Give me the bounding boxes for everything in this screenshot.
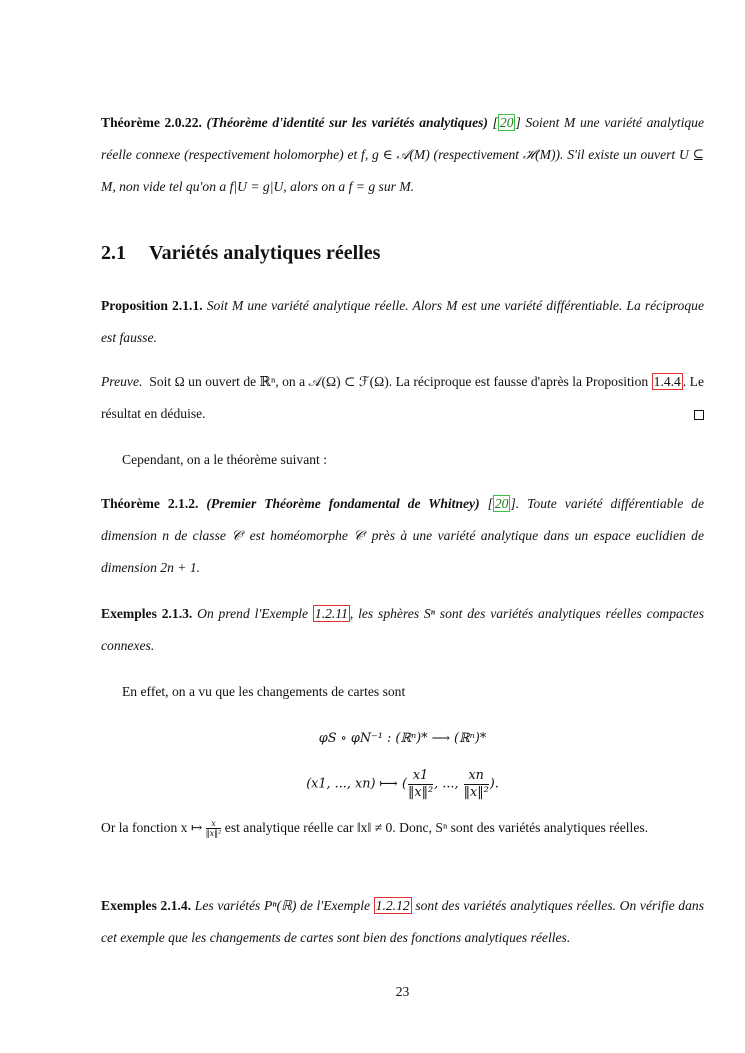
fraction-2-den: ‖x‖² — [463, 785, 489, 800]
example-text-a: Les variétés Pⁿ(ℝ) de l'Exemple — [194, 898, 371, 913]
section-number: 2.1 — [101, 242, 126, 264]
example-text-b: sont des variétés analytiques réelles. On vérifie dans cet exemple que les changements de cartes sont bien des fonctions analytiques réelles. — [101, 898, 704, 945]
theorem-body: Toute variété différentiable de dimension n de classe 𝒞ʳ est homéomorphe 𝒞ʳ près à une variété analytique dans un espace euclidien de dimension 2n + 1. — [101, 496, 705, 575]
fraction-2 — [464, 768, 489, 801]
effect-paragraph — [101, 676, 704, 708]
proposition-2-1-1 — [101, 290, 704, 354]
or-paragraph — [101, 812, 704, 844]
citation-link[interactable]: 20 — [494, 496, 509, 511]
theorem-label: Théorème 2.0.22. — [101, 115, 202, 130]
example-text-a: On prend l'Exemple — [197, 606, 309, 621]
equation-2-lhs: (x1, ..., xn) ⟼ ( — [306, 776, 407, 792]
example-label: Exemples 2.1.4. — [101, 898, 192, 913]
proof — [101, 366, 704, 430]
qed-square-icon — [694, 410, 704, 420]
inline-fraction-num: x — [206, 819, 222, 829]
example-ref-link[interactable]: 1.2.11 — [314, 606, 348, 621]
section-heading — [101, 242, 380, 265]
example-ref-link[interactable]: 1.2.12 — [375, 898, 410, 913]
remark — [101, 444, 704, 476]
theorem-label: Théorème 2.1.2. — [101, 496, 199, 511]
fraction-1-den: ‖x‖² — [407, 785, 434, 800]
citation-link[interactable]: 20 — [499, 115, 514, 130]
equation-mapping — [101, 768, 704, 801]
example-2-1-4 — [101, 890, 704, 954]
inline-fraction — [206, 819, 222, 838]
example-text-b: , les sphères Sⁿ sont des variétés analytiques réelles compactes connexes. — [101, 606, 704, 653]
equation-chart-transition — [101, 730, 704, 746]
fraction-1-num: x1 — [408, 768, 433, 785]
theorem-2-0-22: Théorème 2.0.22. (Théorème d'identité sur les variétés analytiques) [ 20 ] Soient M une variété analytique réelle connexe (respectivement holomorphe) et f, g ∈ 𝒜(M) (respectivement ℋ(M)). S'il existe un ouvert U ⊆ M, non vide tel qu'on a f|U = g|U, alors on a f = g sur M. — [101, 115, 704, 194]
proof-label: Preuve. — [101, 374, 143, 389]
theorem-title: (Premier Théorème fondamental de Whitney) — [206, 496, 480, 511]
theorem-2-1-2: Théorème 2.1.2. (Premier Théorème fondamental de Whitney) [ 20 ]. Toute variété différentiable de dimension n de classe 𝒞ʳ est homéomorphe 𝒞ʳ près à une variété analytique dans un espace euclidien de dimension 2n + 1. — [101, 496, 705, 575]
theorem-title: (Théorème d'identité sur les variétés analytiques) — [206, 115, 488, 130]
effect-text: En effet, on a vu que les changements de cartes sont — [122, 684, 406, 699]
theorem-body: Soient M une variété analytique réelle connexe (respectivement holomorphe) et f, g ∈ 𝒜(M) (respectivement ℋ(M)). S'il existe un ouvert U ⊆ M, non vide tel qu'on a f|U = g|U, alors on a f = g sur M. — [101, 115, 704, 194]
equation-2-mid: , ..., — [434, 776, 463, 792]
fraction-2-num: xn — [464, 768, 489, 785]
equation-1: φS ∘ φN⁻¹ : (ℝⁿ)* ⟶ (ℝⁿ)* — [318, 731, 487, 746]
example-2-1-3 — [101, 598, 704, 662]
or-text-a: Or la fonction x ↦ — [101, 820, 203, 835]
example-label: Exemples 2.1.3. — [101, 606, 193, 621]
proof-text-a: Soit Ω un ouvert de ℝⁿ, on a 𝒜(Ω) ⊂ ℱ(Ω). La réciproque est fausse d'après la Proposition — [149, 374, 649, 389]
proposition-ref-link[interactable]: 1.4.4 — [653, 374, 681, 389]
proposition-body: Soit M une variété analytique réelle. Alors M est une variété différentiable. La réciproque est fausse. — [101, 298, 704, 345]
proposition-label: Proposition 2.1.1. — [101, 298, 203, 313]
or-text-b: est analytique réelle car ‖x‖ ≠ 0. Donc, Sⁿ sont des variétés analytiques réelles. — [224, 820, 649, 835]
section-title: Variétés analytiques réelles — [149, 242, 381, 264]
remark-text: Cependant, on a le théorème suivant : — [122, 452, 327, 467]
page-number: 23 — [395, 984, 410, 999]
proof-text-b: . Le résultat en déduise. — [101, 374, 705, 421]
inline-fraction-den: ‖x‖² — [205, 829, 222, 839]
fraction-1 — [408, 768, 433, 801]
equation-2-end: ). — [489, 776, 499, 792]
